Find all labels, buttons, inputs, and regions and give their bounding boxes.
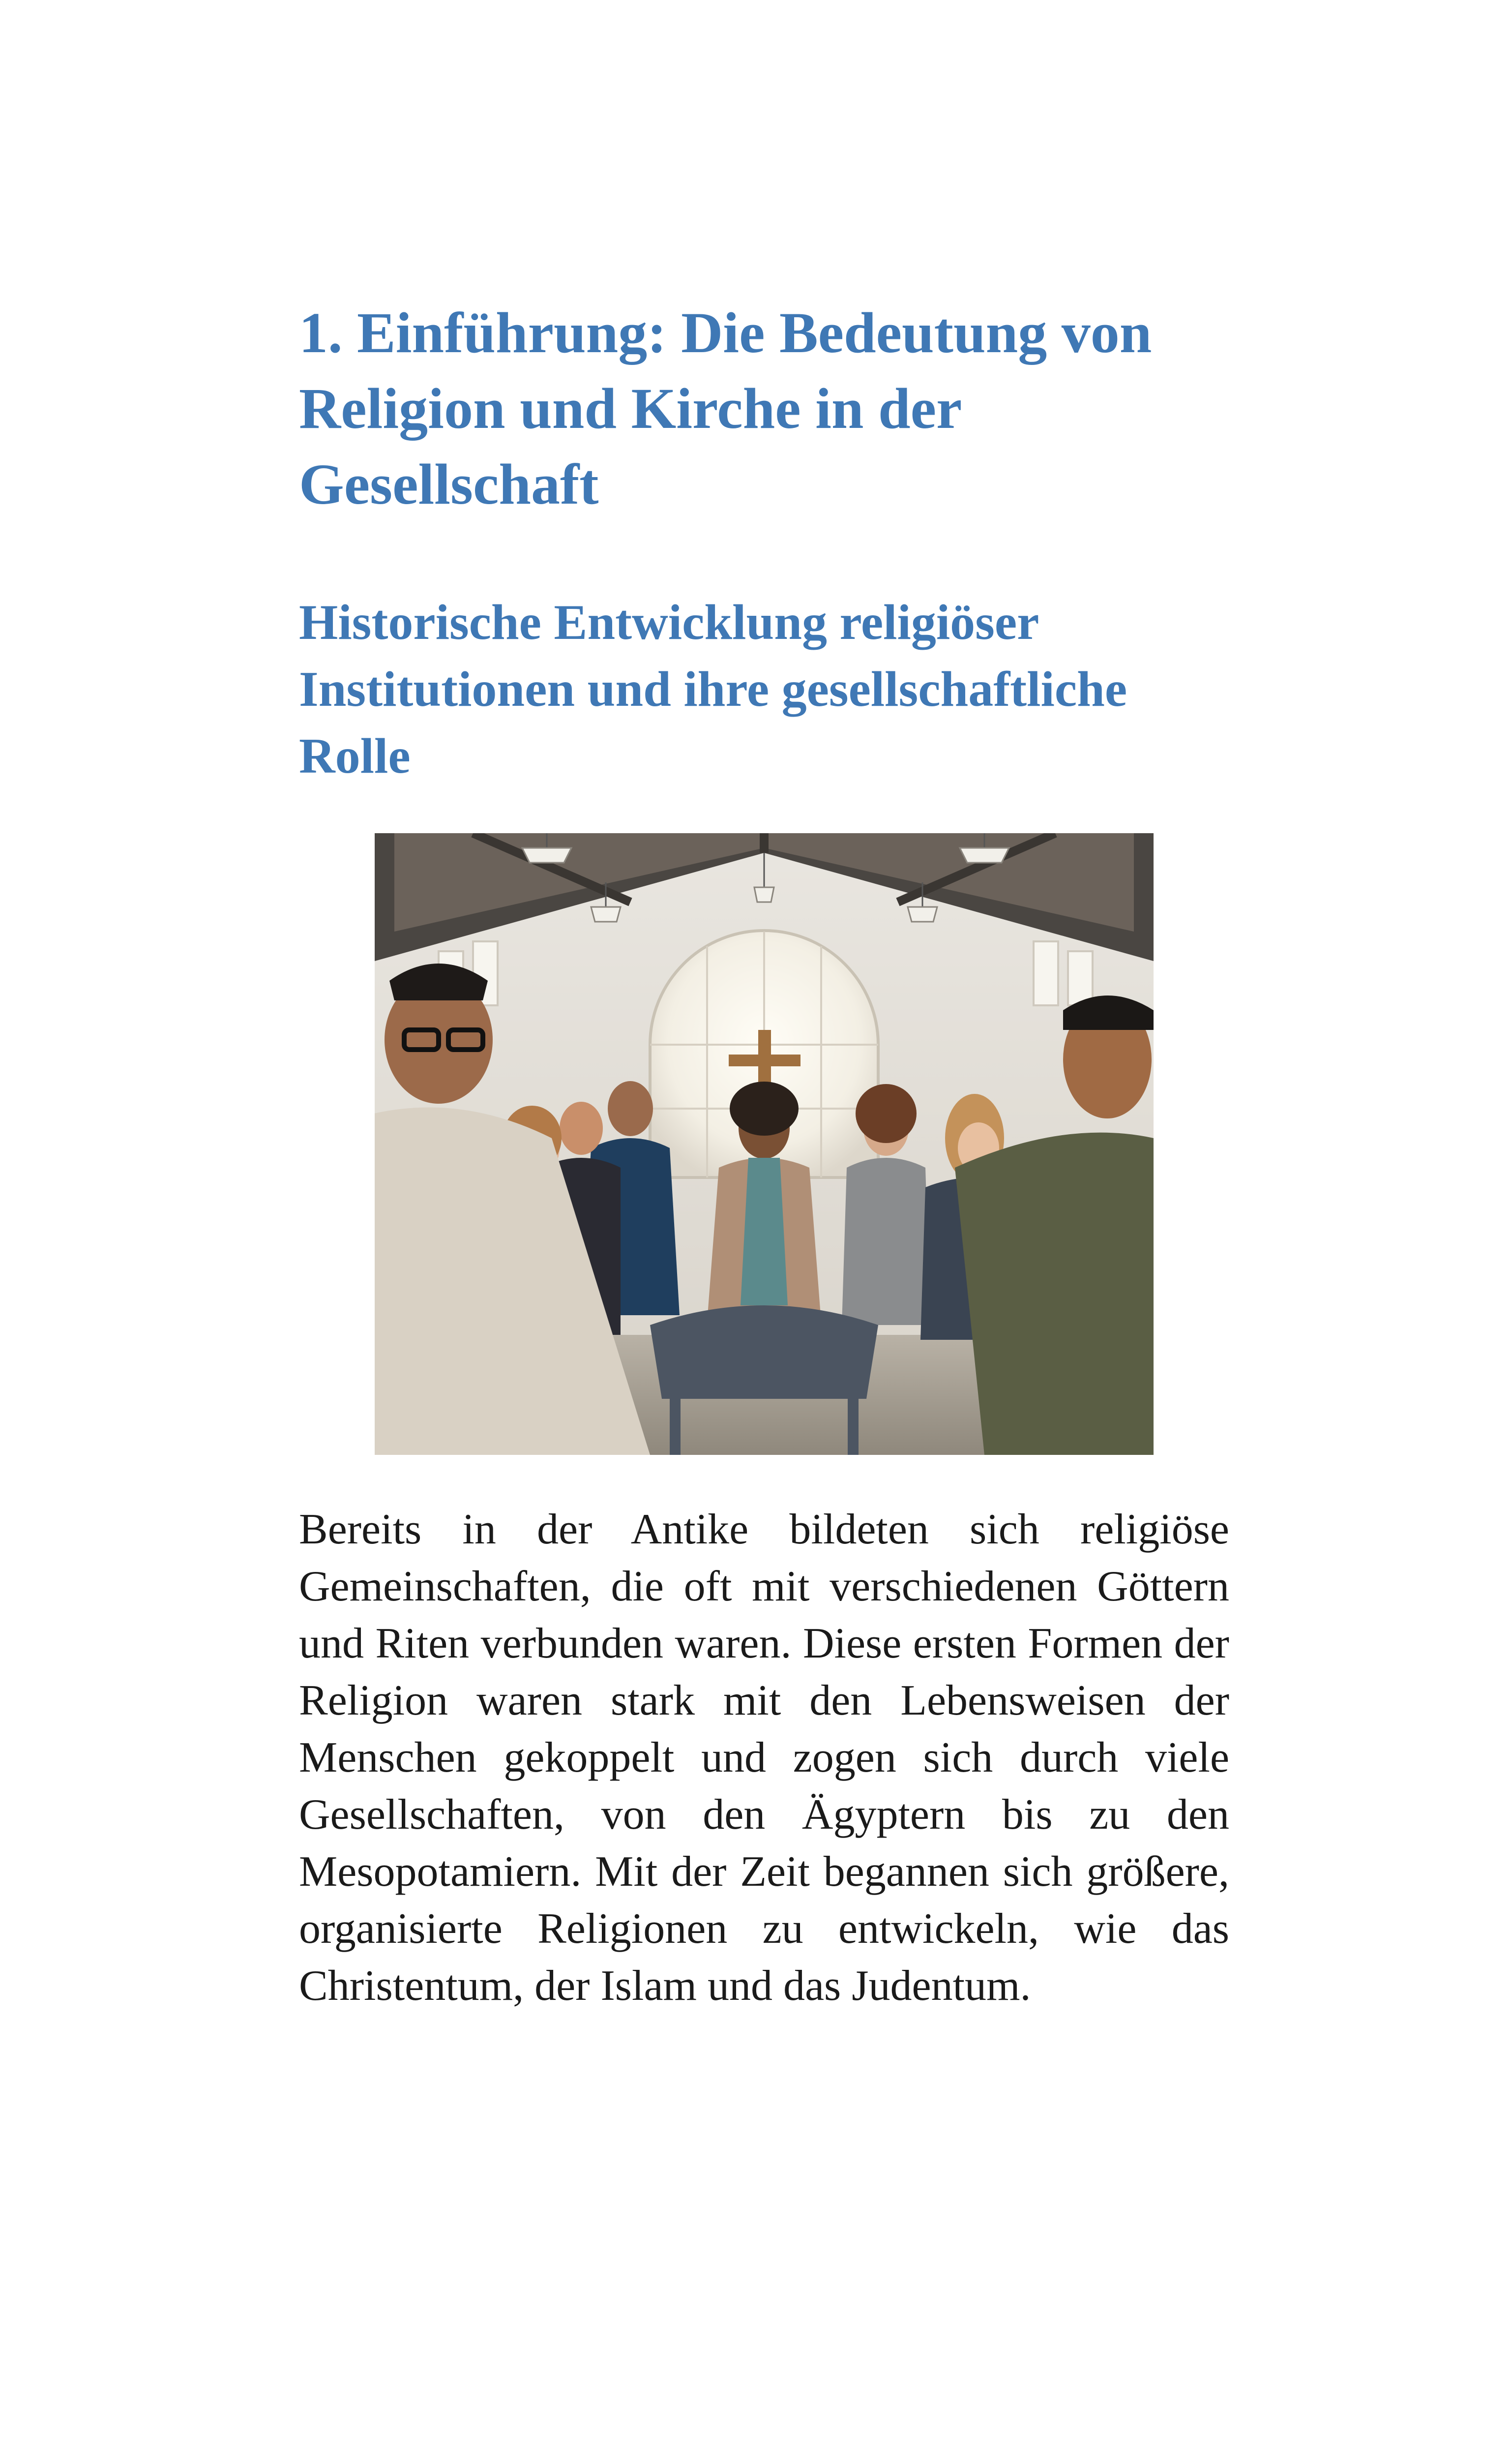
section-title: Historische Entwicklung religiöser Institutionen und ihre gesellschaftliche Rolle [299, 595, 1127, 784]
chapter-title: 1. Einführung: Die Bedeutung von Religion und Kirche in der Gesellschaft [299, 301, 1152, 516]
photo-illustration [375, 833, 1154, 1455]
church-group-photo [375, 833, 1154, 1455]
body-paragraph: Bereits in der Antike bildeten sich religiöse Gemeinschaften, die oft mit verschiedenen Göttern und Riten verbunden waren. Diese ersten Formen der Religion waren stark mit den Lebensweisen der Menschen gekoppelt und zogen sich durch viele Gesellschaften, von den Ägyptern bis zu den Mesopotamiern. Mit der Zeit begannen sich größere, organisierte Religionen zu entwickeln, wie das Christentum, der Islam und das Judentum. [299, 1506, 1229, 2010]
heading-block [299, 295, 1229, 790]
